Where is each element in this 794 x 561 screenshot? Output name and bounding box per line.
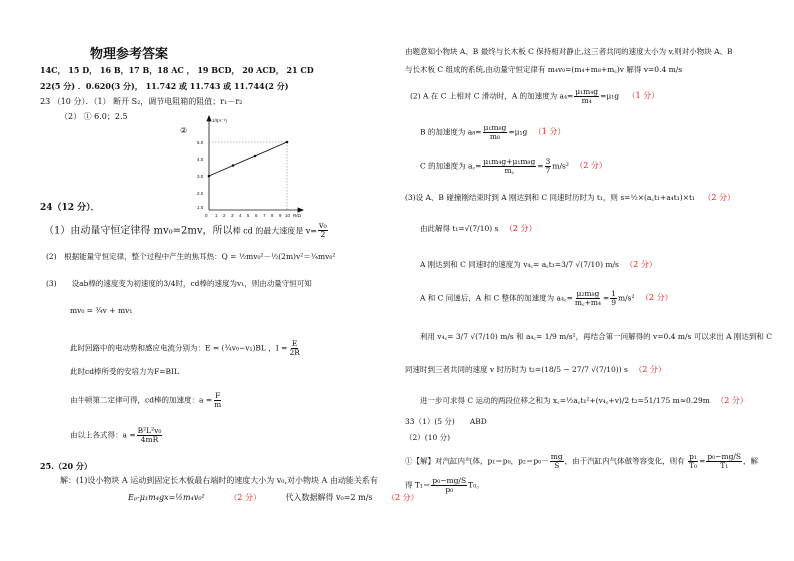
r-line2: 与长木板 C 组成的系统,由动量守恒定律有 m₄v₀=(m₄+m₈+m꜀)v 解得 v=0.4 m/s [405,65,683,74]
vAC-value: 3/7 √(7/10) m/s [561,260,619,269]
q24-part3: (3) 设ab棒的速度变为初速度的3/4时，cd棒的速度为v₁，则由动量守恒可知 [46,279,312,288]
score: （2 分） [575,161,607,171]
aC-frac: $\frac{\text{μ₁m₄g+μ₁m₈g}}{m꜀}$ [483,157,536,175]
r-line11: 同速时到三者共同的速度 v 时历时为 t₂=(18/5 − 27/7 √(7/10)) s （2 分） [405,365,666,374]
aAC-value: $\frac{1}{9}$ [611,289,617,307]
q24-part3-eq1: mv₀ = ¾v + mv₁ [70,306,133,315]
q22-answer: 22(5 分) ．0.620(3 分)， 11.742 或 11.743 或 11.744(2 分) [40,81,289,91]
q24-part3-line4: 由牛顿第二定律可得，cd棒的加速度：a = $\frac{F}{m}$ [70,391,222,409]
q25-part1-eq-line: Eₚ-μ₁m₄gx=½m₄v₀² （2 分） 代入数据解得 v₀=2 m/s （2 分） [128,493,419,502]
aC-value: $\frac{3}{7}$ [545,157,551,175]
graph-point [254,155,257,158]
q24-result-frac: $\frac{\text{B²L²v₀}}{4mR}$ [137,426,162,444]
r-line6: (3)设 A、B 碰撞刚结束时到 A 刚达到和 C 同速时历时为 t₁，则 s=½×(a꜀t₁+a₄t₁)×t₁ （2 分） [405,193,736,202]
score: （2 分） [625,260,657,269]
r-line15: ①【解】对汽缸内气体，p₁＝p₀，p₂＝p₀－ $\frac{mg}{S}$ ，由于汽缸内气体做等容变化，则有 $\frac{\text{p₁}}{\text{T₀}}$ = $\frac{\text{p₀−mg/S}}{\text{T₁}}$ ，解 [405,452,759,470]
r6-eq: s=½×(a꜀t₁+a₄t₁)×t₁ [620,193,696,202]
r-line12: 进一步可求得 C 运动的两段位移之和为 x꜀=½a꜀t₁²+(v₄꜀+v)/2 t₂=51/175 m≈0.29m （2 分） [420,396,748,405]
graph-point [286,141,289,144]
r-line3: (2) A 在 C 上相对 C 滑动时，A 的加速度为 a₄= $\frac{\text{μ₁m₄g}}{\text{m₄}}$ =μ₁g （1 分） [410,87,660,105]
y-tick: 2.0 [197,191,204,196]
mg-S-frac: $\frac{mg}{S}$ [550,452,563,470]
q23-part2: （2） ① 6.0；2.5 [60,112,128,121]
q24-part1-text: （1）由动量守恒定律得 mv₀=2mv，所以 [44,225,233,237]
score: （2 分） [716,396,748,405]
r-line5: C 的加速度为 a꜀= $\frac{\text{μ₁m₄g+μ₁m₈g}}{m꜀}$ = $\frac{3}{7}$ m/s² （2 分） [420,157,607,175]
x-tick: 2 [223,213,226,218]
xc-value: 51/175 m≈0.29m [643,396,710,405]
r-line16: 得 T₁＝ $\frac{\text{p₀−mg/S}}{\text{p₀}}$ T₀。 [405,476,484,494]
q24-part1-text-b: 棒 cd 的最大速度是 v= [232,226,318,236]
y-tick: 4.0 [197,157,204,162]
score: （2 分） [504,224,537,233]
score: （1 分） [533,127,566,137]
score: （2 分） [634,365,666,374]
q24-part1-frac: $\frac{\text{v₀}}{2}$ [319,221,327,240]
q25-energy-eq: Eₚ-μ₁m₄gx=½m₄v₀² [128,493,205,502]
x-tick: 1 [215,213,218,218]
q24-I-frac: $\frac{E}{2R}$ [289,339,300,357]
x-tick: 6 [255,213,258,218]
graph-y-label: 1/I(A⁻¹) [212,118,227,123]
y-tick: 3.0 [197,174,204,179]
q24-part1 [44,222,329,240]
t1-value: √(7/10) s [464,224,499,233]
r-line10: 利用 v₄꜀= 3/7 √(7/10) m/s 和 a₄꜀= 1/9 m/s²，再结合第一问解得的 v=0.4 m/s 可以求出 A 刚达到和 C [420,332,773,341]
graph-point [232,164,235,167]
score: （2 分） [229,493,261,502]
r-line4: B 的加速度为 a₈= $\frac{\text{μ₁m₈g}}{\text{m₈}}$ =μ₁g （1 分） [420,123,566,141]
x-tick: 7 [263,213,266,218]
score: （2 分） [387,493,419,502]
q24-part3-line2: 此时回路中的电动势和感应电流分别为：E = (¾v₀−v₁)BL ，I = $\frac{E}{2R}$ [70,339,300,357]
x-tick: 8 [271,213,274,218]
q24-part3-line5: 由以上各式得：a = $\frac{\text{B²L²v₀}}{4mR}$ [70,426,162,444]
q25-part1: 解：(1)设小物块 A 运动到固定长木板最右端时的速度大小为 v₀,对小物块 A 由动能关系有 [60,476,378,485]
y-tick: 5.0 [197,140,204,145]
y-tick: 1.0 [197,205,204,210]
x-tick: 10 [285,213,291,218]
x-tick: 4 [239,213,242,218]
T1-frac: $\frac{\text{p₀−mg/S}}{\text{p₀}}$ [432,476,467,494]
aAC-frac: $\frac{\text{μ₂m₈g}}{\text{m꜀+m₄}}$ [574,289,601,307]
r-line1: 由题意知小物块 A、B 最终与长木板 C 保持相对静止,这三者共同的速度大小为 v,则对小物块 A、B [405,47,733,56]
q24-a-frac: $\frac{F}{m}$ [214,391,222,409]
page-title: 物理参考答案 [90,47,169,62]
score: （2 分） [703,193,736,202]
q23-graph [195,114,305,220]
gas-ratio-right: $\frac{\text{p₀−mg/S}}{\text{T₁}}$ [707,452,742,470]
x-tick: 5 [247,213,250,218]
r-line13: 33（1）(5 分) ABD [405,417,487,426]
choice-answers: 14C， 15 D， 16 B，17 B，18 AC ， 19 BCD， 20 ACD， 21 CD [40,65,314,75]
aA-frac: $\frac{\text{μ₁m₄g}}{\text{m₄}}$ [575,87,599,105]
q24-part3-line3: 此时cd棒所受的安培力为F=BIL [70,367,179,376]
graph-x-label: R/Ω [293,213,301,218]
r-line9: A 和 C 同速后，A 和 C 整体的加速度为 a₄꜀= $\frac{\text{μ₂m₈g}}{\text{m꜀+m₄}}$ = $\frac{1}{9}$ m/s² （2 分） [420,289,673,307]
aB-frac: $\frac{\text{μ₁m₈g}}{\text{m₈}}$ [483,123,507,141]
q24-part2-eq: ½mv₀²－½(2m)v²＝¼mv₀² [238,252,336,261]
q23-circle2: ② [180,126,188,135]
q24-head: 24（12 分）． [40,203,100,213]
q23-head: 23 （10 分）．（1） 断开 S₂，调节电阻箱的阻值；r₁－r₂ [40,97,243,106]
r-line8: A 刚达到和 C 同速时的速度为 v₄꜀= a꜀t₁=3/7 √(7/10) m/s （2 分） [420,260,657,269]
x-tick: 9 [279,213,282,218]
score: （1 分） [627,91,660,101]
t2-value: (18/5 − 27/7 √(7/10)) s [541,365,628,374]
score: （2 分） [640,293,673,303]
gas-ratio-left: $\frac{\text{p₁}}{\text{T₀}}$ [689,452,698,470]
q25-head: 25.（20 分） [40,461,92,471]
q24-part2: (2) 根据能量守恒定律，整个过程中产生的焦耳热：Q = ½mv₀²－½(2m)v²＝¼mv₀² [46,252,336,261]
graph-fit-line [209,142,287,176]
x-tick: 3 [231,213,234,218]
r-line7: 由此解得 t₁=√(7/10) s （2 分） [420,224,537,233]
r-line14: （2）(10 分) [405,433,451,442]
graph-origin: 0 [205,213,208,218]
